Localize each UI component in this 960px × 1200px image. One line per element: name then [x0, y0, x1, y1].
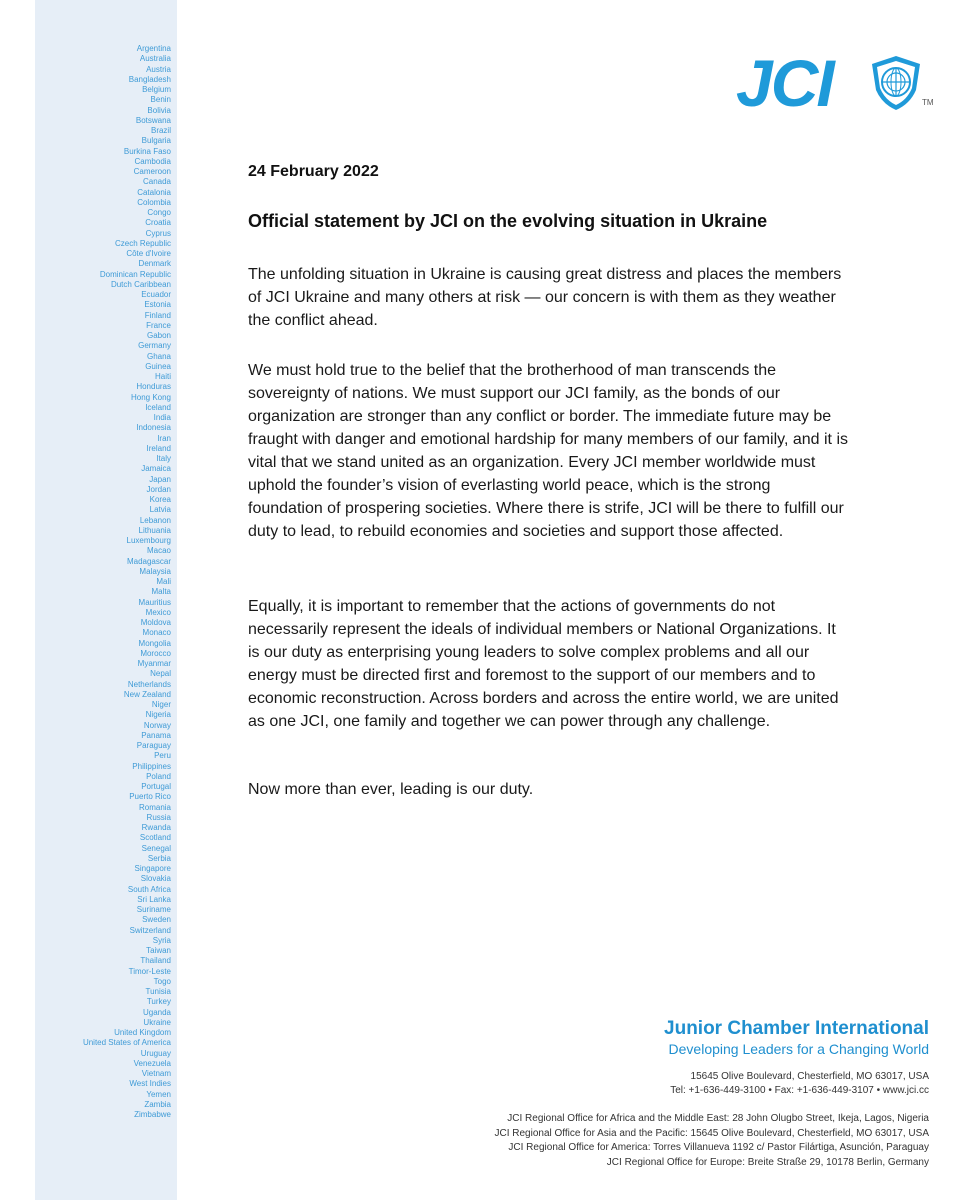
tagline: Developing Leaders for a Changing World [668, 1041, 929, 1057]
country-item: United Kingdom [114, 1028, 171, 1037]
country-item: Taiwan [146, 946, 171, 955]
country-item: Croatia [145, 218, 171, 228]
country-item: France [146, 320, 171, 330]
country-item: Malaysia [139, 566, 171, 576]
country-item: Sri Lanka [137, 894, 171, 904]
country-item: Italy [156, 454, 171, 463]
country-item: Guinea [145, 361, 171, 371]
letter-title: Official statement by JCI on the evolving situation in Ukraine [248, 211, 768, 231]
country-item: Togo [153, 976, 171, 986]
country-item: Ireland [146, 443, 171, 453]
country-item: Zimbabwe [134, 1110, 171, 1119]
country-item: Slovakia [140, 874, 171, 884]
country-item: Monaco [142, 628, 171, 638]
country-item: Uruguay [140, 1048, 171, 1058]
country-item: Malta [151, 587, 171, 597]
country-item: Cambodia [134, 156, 171, 166]
regional-office: JCI Regional Office for Europe: Breite Straße 29, 10178 Berlin, Germany [606, 1156, 929, 1168]
country-item: Austria [146, 64, 171, 74]
country-item: Benin [150, 95, 171, 105]
country-item: Norway [143, 720, 171, 730]
country-item: Scotland [139, 833, 171, 843]
country-item: Russia [146, 812, 171, 822]
country-item: Serbia [147, 853, 171, 863]
country-item: Ukraine [143, 1017, 171, 1027]
country-item: Panama [141, 730, 171, 740]
country-item: Honduras [136, 382, 171, 392]
country-item: Macao [146, 546, 171, 556]
country-item: Paraguay [136, 741, 171, 750]
contact-info: Tel: +1-636-449-3100 • Fax: +1-636-449-3107 • www.jci.cc [670, 1085, 929, 1096]
country-item: Thailand [140, 956, 171, 966]
country-item: Syria [152, 935, 171, 945]
country-item: Jordan [146, 484, 171, 494]
country-item: Iceland [145, 402, 171, 412]
country-item: Morocco [140, 648, 171, 658]
paragraph: We must hold true to the belief that the brotherhood of man transcends the sovereignty of nations. We must support our JCI family, as the bonds of our organization are stronger than any conflict or border. The immediate future may be fraught with danger and emotional hardship for many members of our family, and it is vital that we stand united as an organization. Every JCI member worldwide must uphold the founder’s vision of everlasting world peace, which is the strong foundation of prospering societies. Where there is strife, JCI will be there to fulfill our duty to lead, to rebuild economies and societies and support those affected. [248, 362, 848, 540]
country-item: Rwanda [141, 823, 171, 832]
country-item: Dominican Republic [99, 269, 171, 279]
country-item: Latvia [149, 505, 171, 515]
letter-date: 24 February 2022 [248, 163, 379, 180]
country-item: Myanmar [137, 659, 171, 668]
regional-office: JCI Regional Office for Asia and the Pacific: 15645 Olive Boulevard, Chesterfield, MO 63017, USA [494, 1127, 929, 1139]
country-item: Sweden [142, 915, 171, 925]
logo-text: JCI [736, 46, 833, 120]
country-item: Botswana [135, 115, 171, 125]
country-item: Indonesia [136, 423, 171, 433]
country-item: Jamaica [141, 464, 171, 474]
hq-address: 15645 Olive Boulevard, Chesterfield, MO 63017, USA [690, 1071, 929, 1082]
country-item: Korea [149, 495, 171, 504]
country-item: Portugal [141, 782, 171, 791]
paragraph: Equally, it is important to remember that the actions of governments do not necessarily represent the ideals of individual members or National Organizations. It is our duty as enterprising young leaders to solve complex problems and all our energy must be directed first and foremost to the support of our members and to economic reconstruction. Across borders and across the entire world, we are united as one JCI, one family and together we can power through any challenge. [248, 598, 839, 730]
country-item: Philippines [132, 761, 171, 771]
country-list [35, 44, 171, 1120]
country-item: Argentina [136, 44, 171, 53]
country-item: Nepal [150, 669, 171, 679]
country-item: Netherlands [127, 679, 171, 689]
country-item: New Zealand [123, 689, 171, 699]
country-item: Switzerland [129, 925, 171, 935]
country-item: Suriname [136, 905, 171, 914]
country-item: Zambia [144, 1099, 171, 1109]
country-item: Gabon [146, 331, 171, 340]
country-item: Catalonia [137, 187, 171, 197]
country-item: Czech Republic [114, 238, 171, 248]
trademark-mark: TM [922, 98, 934, 107]
country-item: Iran [157, 433, 171, 443]
country-item: West Indies [129, 1079, 171, 1089]
country-item: Senegal [141, 843, 171, 853]
country-item: Yemen [146, 1089, 171, 1099]
country-item: Ghana [146, 351, 171, 361]
country-item: Cameroon [133, 167, 171, 176]
country-item: Bolivia [147, 105, 171, 115]
country-item: Mauritius [138, 597, 171, 607]
country-item: Vietnam [141, 1069, 171, 1078]
country-item: Tunisia [145, 987, 171, 996]
country-item: Canada [142, 177, 171, 187]
country-item: Hong Kong [130, 392, 171, 402]
country-item: Finland [144, 310, 171, 320]
country-item: Dutch Caribbean [110, 279, 171, 289]
country-item: Timor-Leste [128, 966, 171, 976]
country-item: Ecuador [141, 290, 171, 299]
country-item: Romania [138, 802, 171, 812]
jci-logo [736, 48, 942, 118]
shield-icon [870, 54, 922, 112]
country-item: Côte d'Ivoire [126, 249, 171, 258]
country-item: Germany [138, 341, 171, 351]
country-item: Mali [156, 577, 171, 586]
country-item: Uganda [142, 1007, 171, 1017]
regional-offices [495, 1112, 930, 1170]
country-item: Haiti [154, 372, 171, 381]
country-item: Peru [154, 751, 171, 761]
country-item: Mongolia [138, 638, 171, 648]
country-item: Niger [151, 700, 171, 709]
org-name: Junior Chamber International [664, 1018, 929, 1039]
paragraph: The unfolding situation in Ukraine is causing great distress and places the members of JCI Ukraine and many others at risk — our concern is with them as they weather the conflict ahead. [248, 266, 842, 329]
country-item: Mexico [145, 607, 171, 617]
country-item: Bangladesh [128, 74, 171, 84]
regional-office: JCI Regional Office for America: Torres Villanueva 1192 c/ Pastor Filártiga, Asunción, Paraguay [508, 1142, 929, 1153]
country-item: Madagascar [126, 556, 171, 566]
country-item: Luxembourg [126, 536, 171, 545]
country-item: Lithuania [138, 525, 171, 535]
country-item: Belgium [142, 85, 171, 94]
country-item: Singapore [134, 864, 171, 873]
country-item: Denmark [138, 259, 171, 269]
country-item: South Africa [127, 884, 171, 894]
country-item: Cyprus [145, 228, 171, 238]
country-item: Japan [149, 474, 171, 484]
country-item: Turkey [146, 997, 171, 1007]
country-item: India [153, 413, 171, 422]
country-item: Lebanon [139, 515, 171, 525]
country-item: Congo [147, 208, 171, 217]
letterhead-footer [495, 1018, 930, 1170]
paragraph: Now more than ever, leading is our duty. [248, 781, 534, 798]
country-item: Estonia [144, 300, 171, 310]
country-item: Moldova [140, 618, 171, 627]
country-item: Bulgaria [141, 136, 171, 146]
country-item: Brazil [150, 126, 171, 135]
country-item: United States of America [82, 1038, 171, 1048]
country-item: Puerto Rico [129, 792, 171, 802]
country-item: Burkina Faso [123, 146, 171, 156]
country-item: Colombia [137, 197, 171, 207]
regional-office: JCI Regional Office for Africa and the Middle East: 28 John Olugbo Street, Ikeja, Lagos, Nigeria [507, 1113, 929, 1124]
country-item: Venezuela [133, 1058, 171, 1068]
country-item: Poland [146, 771, 171, 781]
country-item: Nigeria [145, 710, 171, 720]
country-item: Australia [139, 54, 171, 64]
